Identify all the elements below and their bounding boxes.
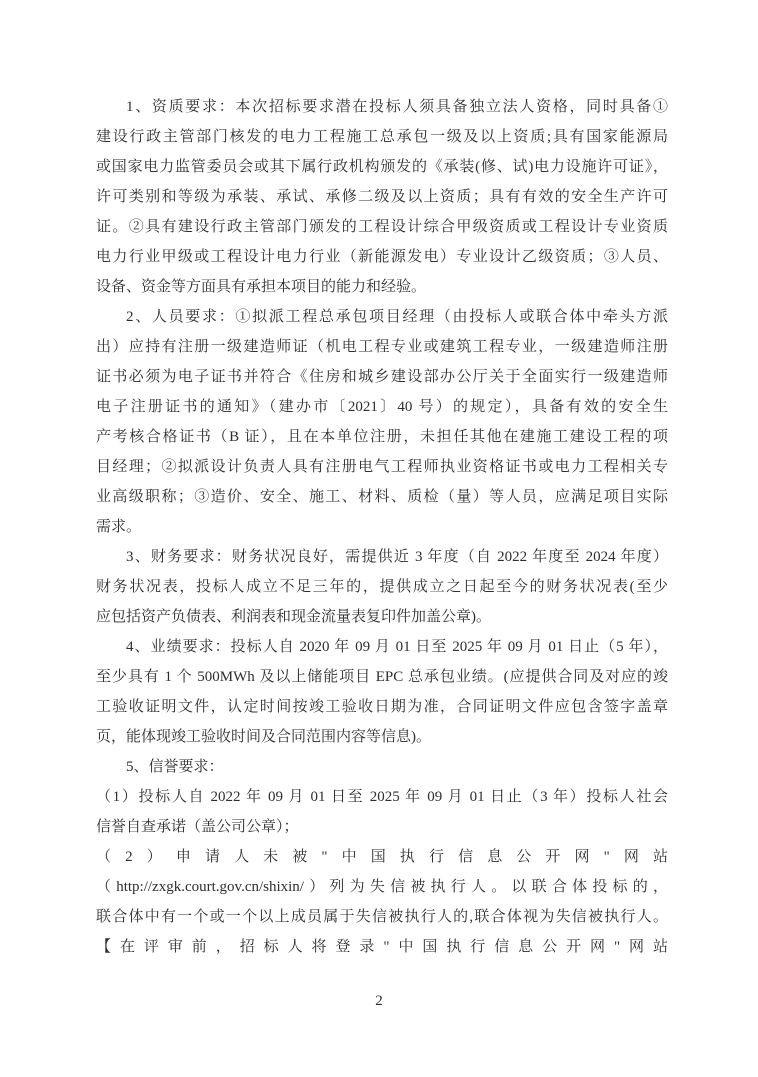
text-line: 联合体中有一个或一个以上成员属于失信被执行人的,联合体视为失信被执行人。 — [96, 909, 668, 925]
text-line: 电力行业甲级或工程设计电力行业（新能源发电）专业设计乙级资质；③人员、 — [96, 249, 668, 265]
text-line: 出）应持有注册一级建造师证（机电工程专业或建筑工程专业，一级建造师注册 — [96, 339, 668, 355]
text-line: 2、人员要求：①拟派工程总承包项目经理（由投标人或联合体中牵头方派 — [126, 309, 668, 325]
text-line: 至少具有 1 个 500MWh 及以上储能项目 EPC 总承包业绩。(应提供合同及对应的竣 — [96, 669, 668, 685]
text-line: （2）申请人未被"中国执行信息公开网"网站 — [96, 849, 668, 865]
paragraph-personnel-requirements — [96, 302, 668, 542]
text-line: 建设行政主管部门核发的电力工程施工总承包一级及以上资质;具有国家能源局 — [96, 129, 668, 145]
text-line: 1、资质要求：本次招标要求潜在投标人须具备独立法人资格，同时具备① — [126, 99, 668, 115]
text-line: 产考核合格证书（B 证），且在本单位注册，未担任其他在建施工建设工程的项 — [96, 429, 668, 445]
text-line: 3、财务要求：财务状况良好，需提供近 3 年度（自 2022 年度至 2024 年度） — [126, 549, 668, 565]
paragraph-credit-requirements-heading — [96, 752, 668, 782]
text-line: 需求。 — [96, 519, 142, 535]
text-line: 应包括资产负债表、利润表和现金流量表复印件加盖公章)。 — [96, 609, 491, 625]
text-line: 设备、资金等方面具有承担本项目的能力和经验。 — [96, 279, 427, 295]
paragraph-credit-requirement-item-2 — [96, 842, 668, 962]
text-line: 电子注册证书的通知》（建办市〔2021〕40 号）的规定），具备有效的安全生 — [96, 399, 668, 415]
text-line: 证书必须为电子证书并符合《住房和城乡建设部办公厅关于全面实行一级建造师 — [96, 369, 668, 385]
text-line: 财务状况表，投标人成立不足三年的，提供成立之日起至今的财务状况表(至少 — [96, 579, 668, 595]
text-line: 页，能体现竣工验收时间及合同范围内容等信息)。 — [96, 729, 431, 745]
text-line: 4、业绩要求：投标人自 2020 年 09 月 01 日至 2025 年 09 月 01 日止（5 年）， — [126, 639, 668, 655]
text-line: 证。②具有建设行政主管部门颁发的工程设计综合甲级资质或工程设计专业资质 — [96, 219, 668, 235]
text-line: 目经理；②拟派设计负责人具有注册电气工程师执业资格证书或电力工程相关专 — [96, 459, 668, 475]
document-body — [96, 92, 668, 962]
text-line: 工验收证明文件，认定时间按竣工验收日期为准，合同证明文件应包含签字盖章 — [96, 699, 668, 715]
paragraph-qualification-requirements — [96, 92, 668, 302]
text-line: 业高级职称；③造价、安全、施工、材料、质检（量）等人员，应满足项目实际 — [96, 489, 668, 505]
paragraph-financial-requirements — [96, 542, 668, 632]
text-line: 信誉自查承诺（盖公司公章）； — [96, 819, 299, 835]
page-number: 2 — [375, 993, 383, 1009]
paragraph-credit-requirement-item-1 — [96, 782, 668, 842]
text-line: （1）投标人自 2022 年 09 月 01 日至 2025 年 09 月 01 日止（3 年）投标人社会 — [96, 789, 668, 805]
text-line: 【在评审前，招标人将登录"中国执行信息公开网"网站 — [96, 939, 668, 955]
text-line: 5、信誉要求： — [126, 759, 224, 775]
text-line: （http://zxgk.court.gov.cn/shixin/）列为失信被执行人。以联合体投标的， — [96, 879, 668, 895]
text-line: 或国家电力监管委员会或其下属行政机构颁发的《承装(修、试)电力设施许可证》， — [96, 159, 668, 175]
paragraph-performance-requirements — [96, 632, 668, 752]
text-line: 许可类别和等级为承装、承试、承修二级及以上资质；具有有效的安全生产许可 — [96, 189, 668, 205]
